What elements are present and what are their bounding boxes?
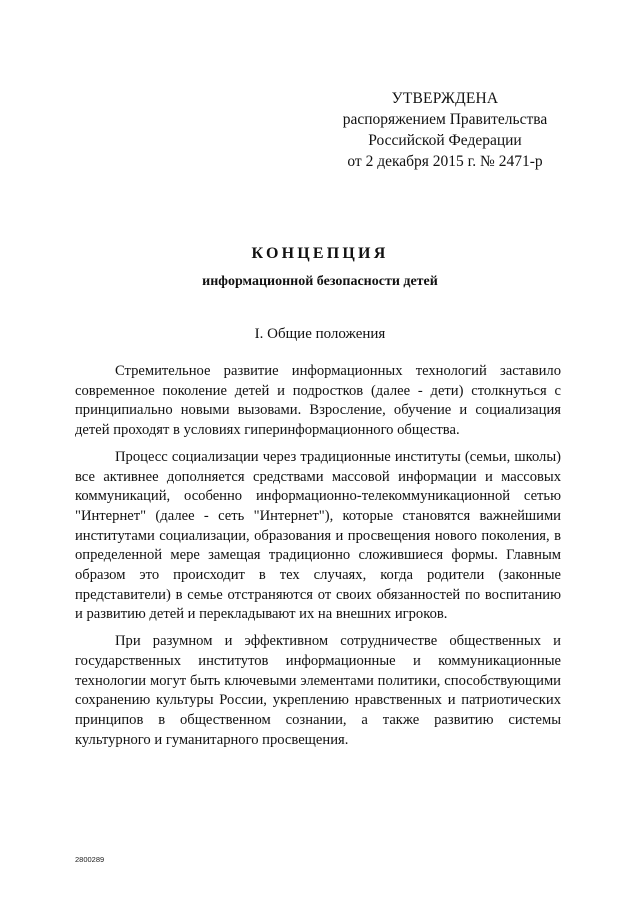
document-subtitle: информационной безопасности детей: [202, 274, 438, 289]
approval-authority: распоряжением Правительства: [342, 111, 548, 128]
document-title: КОНЦЕПЦИЯ: [251, 245, 389, 262]
paragraph-1: Стремительное развитие информационных технологий заставило современное поколение детей и подростков (далее - дети) столкнуться с принципиально новыми вызовами. Взросление, обучение и социализация детей проходят в условиях гиперинформационного общества.: [75, 363, 561, 439]
paragraph-2: Процесс социализации через традиционные институты (семьи, школы) все активнее дополняется средствами массовой информации и массовых коммуникаций, особенно информационно-телекоммуникационной сетью "Интернет" (далее - сеть "Интернет"), которые становятся важнейшими институтами социализации, образования и просвещения нового поколения, в определенной мере замещая традиционно сложившиеся формы. Главным образом это происходит в тех случаях, когда родители (законные представители) в семье отстраняются от своих обязанностей по воспитанию и развитию детей и перекладывают их на внешних игроков.: [75, 448, 561, 623]
paragraph-3: При разумном и эффективном сотрудничестве общественных и государственных институтов информационные и коммуникационные технологии могут быть ключевыми элементами политики, способствующими сохранению культуры России, укреплению нравственных и патриотических принципов в общественном сознании, а также развитию системы культурного и гуманитарного просвещения.: [75, 633, 561, 748]
approval-country: Российской Федерации: [368, 132, 522, 149]
approval-stamp: [330, 88, 560, 172]
body-text: [75, 362, 561, 757]
document-code: 2800289: [75, 855, 105, 864]
approval-date-number: от 2 декабря 2015 г. № 2471-р: [347, 153, 543, 170]
section-heading: I. Общие положения: [254, 326, 386, 342]
approval-title: УТВЕРЖДЕНА: [391, 90, 499, 107]
